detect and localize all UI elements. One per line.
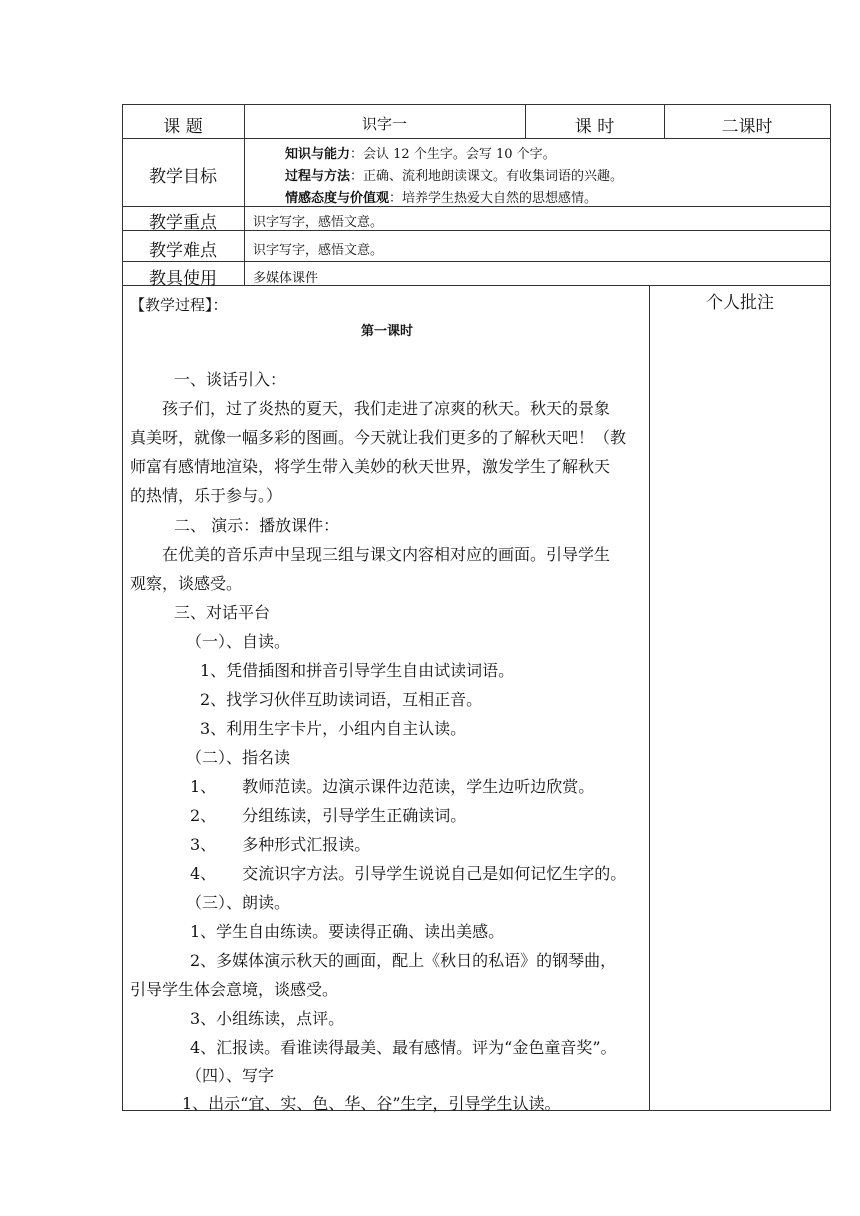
section1-line-2: 真美呀，就像一幅多彩的图画。今天就让我们更多的了解秋天吧！（教 [130, 428, 627, 447]
sub2-item-2 [190, 803, 466, 826]
section1-line-4: 的热情，乐于参与。） [130, 486, 283, 505]
sub2-item-2-text: 分组练读，引导学生正确读词。 [242, 806, 467, 825]
topic-label: 课 题 [163, 117, 203, 137]
sub2-item-4 [190, 861, 626, 884]
sub1-title: （一）、自读。 [186, 632, 291, 651]
sub2-item-4-text: 交流识字方法。引导学生说说自己是如何记忆生字的。 [242, 864, 627, 883]
section1-line-1: 孩子们，过了炎热的夏天，我们走进了凉爽的秋天。秋天的景象 [162, 399, 611, 418]
topic-value: 识字一 [361, 115, 407, 133]
annotation-header: 个人批注 [706, 293, 774, 313]
goal-emotion-text: ：培养学生热爱大自然的思想感情。 [389, 191, 598, 206]
sub3-item-2-line-2: 引导学生体会意境，谈感受。 [130, 980, 339, 999]
sub2-item-4-num: 4、 [190, 864, 217, 883]
sub4-item-1: 1、出示“宜、实、色、华、谷”生字，引导学生认读。 [182, 1094, 561, 1113]
section2-title: 二、 演示：播放课件： [174, 516, 340, 535]
sub1-item-2: 2、找学习伙伴互助读词语，互相正音。 [200, 690, 483, 709]
goal-knowledge [285, 143, 556, 162]
difficulty-value: 识字写字，感悟文意。 [253, 243, 384, 258]
sub2-item-1 [190, 774, 594, 797]
goal-process-text: ：正确、流利地朗读课文。有收集词语的兴趣。 [350, 169, 624, 184]
sub4-title: （四）、写字 [186, 1066, 275, 1085]
goal-emotion [285, 187, 597, 206]
lesson-title: 第一课时 [360, 324, 413, 339]
key-value: 识字写字，感悟文意。 [253, 215, 384, 230]
sub3-item-1: 1、学生自由练读。要读得正确、读出美感。 [190, 922, 505, 941]
goal-emotion-label: 情感态度与价值观 [285, 191, 390, 206]
section2-line-2: 观察，谈感受。 [130, 574, 243, 593]
difficulty-label: 教学难点 [149, 241, 217, 261]
key-label: 教学重点 [149, 213, 217, 233]
sub2-item-3-text: 多种形式汇报读。 [242, 835, 371, 854]
sub2-item-1-num: 1、 [190, 777, 217, 796]
sub3-item-3: 3、小组练读，点评。 [190, 1009, 345, 1028]
sub3-title: （三）、朗读。 [186, 893, 291, 912]
section1-line-3: 师富有感情地渲染，将学生带入美妙的秋天世界，激发学生了解秋天 [130, 457, 611, 476]
period-value: 二课时 [721, 117, 773, 137]
process-heading: 【教学过程】： [130, 296, 228, 314]
sub3-item-4: 4、汇报读。看谁读得最美、最有感情。评为“金色童音奖”。 [190, 1038, 617, 1057]
sub3-item-2-line-1: 2、多媒体演示秋天的画面，配上《秋日的私语》的钢琴曲， [190, 951, 617, 970]
goal-knowledge-text: ：会认 12 个生字。会写 10 个字。 [350, 147, 556, 162]
sub2-title: （二）、指名读 [186, 748, 291, 767]
period-label: 课 时 [574, 117, 615, 137]
goal-process-label: 过程与方法 [285, 169, 351, 184]
sub2-item-1-text: 教师范读。边演示课件边范读，学生边听边欣赏。 [242, 777, 595, 796]
sub2-item-3-num: 3、 [190, 835, 217, 854]
section3-title: 三、对话平台 [174, 603, 271, 622]
sub1-item-3: 3、利用生字卡片，小组内自主认读。 [200, 719, 467, 738]
section1-title: 一、谈话引入： [174, 370, 287, 389]
sub1-item-1: 1、凭借插图和拼音引导学生自由试读词语。 [200, 661, 515, 680]
goal-process [285, 165, 623, 184]
sub2-item-3 [190, 832, 370, 855]
tools-label: 教具使用 [149, 269, 217, 289]
sub2-item-2-num: 2、 [190, 806, 217, 825]
section2-line-1: 在优美的音乐声中呈现三组与课文内容相对应的画面。引导学生 [162, 545, 611, 564]
goal-knowledge-label: 知识与能力 [285, 147, 351, 162]
tools-value: 多媒体课件 [253, 271, 319, 286]
goals-label: 教学目标 [149, 167, 217, 187]
